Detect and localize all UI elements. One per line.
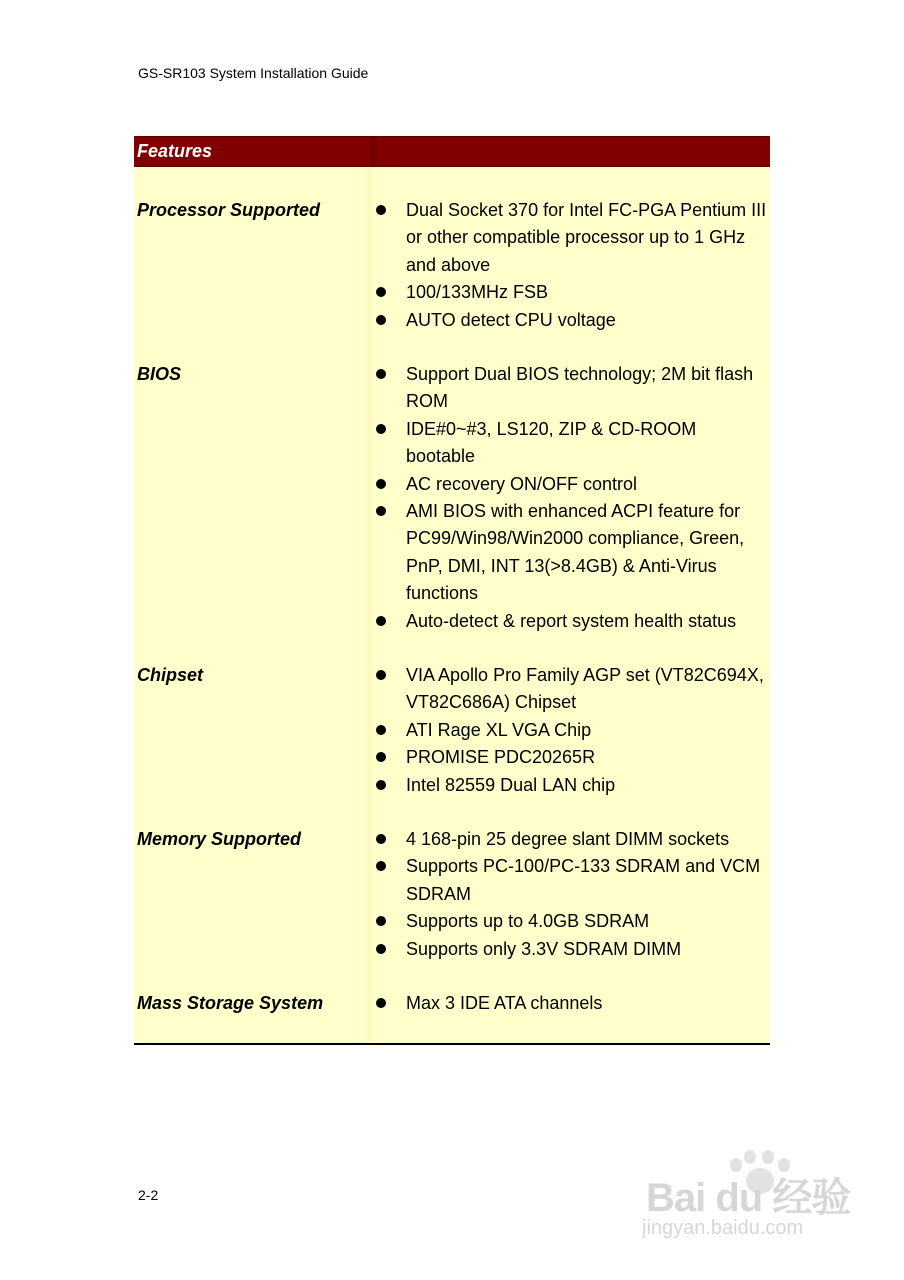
feature-item-text: IDE#0~#3, LS120, ZIP & CD-ROOM bootable [406,418,697,467]
table-header [134,136,770,167]
bullet-icon [372,307,406,334]
bullet-icon [372,608,406,635]
bullet-icon [372,197,406,279]
bullet-icon [372,416,406,471]
feature-item-text: Support Dual BIOS technology; 2M bit flash ROM [406,364,754,412]
feature-item [372,307,770,334]
feature-item-text: Dual Socket 370 for Intel FC-PGA Pentium III or other compatible processor up to 1 GHz and above [406,200,767,275]
feature-items [367,197,770,334]
bullet-icon [372,990,406,1017]
feature-item [372,361,770,416]
feature-item [372,608,770,635]
bullet-icon [372,853,406,908]
feature-item [372,936,770,963]
feature-item [372,717,770,744]
feature-label: Memory Supported [137,829,302,849]
feature-item-text: 4 168-pin 25 degree slant DIMM sockets [406,829,730,849]
feature-item-text: AUTO detect CPU voltage [406,309,616,330]
table-header-title: Features [134,137,370,166]
bullet-icon [372,471,406,498]
bullet-icon [372,744,406,771]
feature-items [367,361,770,635]
bullet-icon [372,662,406,717]
bullet-icon [372,717,406,744]
feature-label: BIOS [137,364,182,384]
document-header: GS-SR103 System Installation Guide [138,65,369,81]
feature-item-text: AMI BIOS with enhanced ACPI feature for PC99/Win98/Win2000 compliance, Green, PnP, DMI, INT 13(>8.4GB) & Anti-Virus functions [406,501,745,604]
page-number: 2-2 [138,1187,159,1203]
feature-item-text: ATI Rage XL VGA Chip [406,719,592,740]
bullet-icon [372,908,406,935]
bullet-icon [372,279,406,306]
feature-row [134,197,770,334]
feature-items [367,826,770,963]
feature-row [134,990,770,1017]
baidu-watermark [640,1150,860,1250]
feature-item-text: Max 3 IDE ATA channels [406,993,603,1013]
feature-item-text: Intel 82559 Dual LAN chip [406,774,616,795]
bullet-icon [372,361,406,416]
table-header-fill [375,137,770,166]
feature-item [372,826,770,853]
feature-items [367,990,770,1017]
bullet-icon [372,936,406,963]
feature-label: Processor Supported [137,200,321,220]
feature-item-text: AC recovery ON/OFF control [406,473,638,494]
feature-item [372,662,770,717]
feature-item [372,908,770,935]
feature-item [372,279,770,306]
feature-row [134,662,770,799]
table-body [134,167,770,1045]
feature-item [372,744,770,771]
feature-item [372,853,770,908]
bullet-icon [372,498,406,608]
feature-item-text: Supports up to 4.0GB SDRAM [406,911,650,932]
feature-item [372,197,770,279]
feature-label: Mass Storage System [137,993,324,1013]
feature-item-text: Auto-detect & report system health status [406,610,737,631]
feature-item-text: 100/133MHz FSB [406,282,549,303]
feature-item-text: PROMISE PDC20265R [406,747,596,768]
feature-item [372,498,770,608]
feature-items [367,662,770,799]
watermark-url: jingyan.baidu.com [642,1217,804,1239]
features-table [134,136,770,1045]
feature-label: Chipset [137,665,204,685]
bullet-icon [372,826,406,853]
feature-row [134,826,770,963]
feature-item-text: VIA Apollo Pro Family AGP set (VT82C694X, VT82C686A) Chipset [406,665,764,713]
feature-item [372,471,770,498]
feature-row [134,361,770,635]
feature-item [372,772,770,799]
feature-item-text: Supports only 3.3V SDRAM DIMM [406,938,682,959]
watermark-logo: Bai du 经验 [646,1176,851,1220]
feature-item-text: Supports PC-100/PC-133 SDRAM and VCM SDRAM [406,856,761,904]
feature-item [372,416,770,471]
bullet-icon [372,772,406,799]
feature-item [372,990,770,1017]
